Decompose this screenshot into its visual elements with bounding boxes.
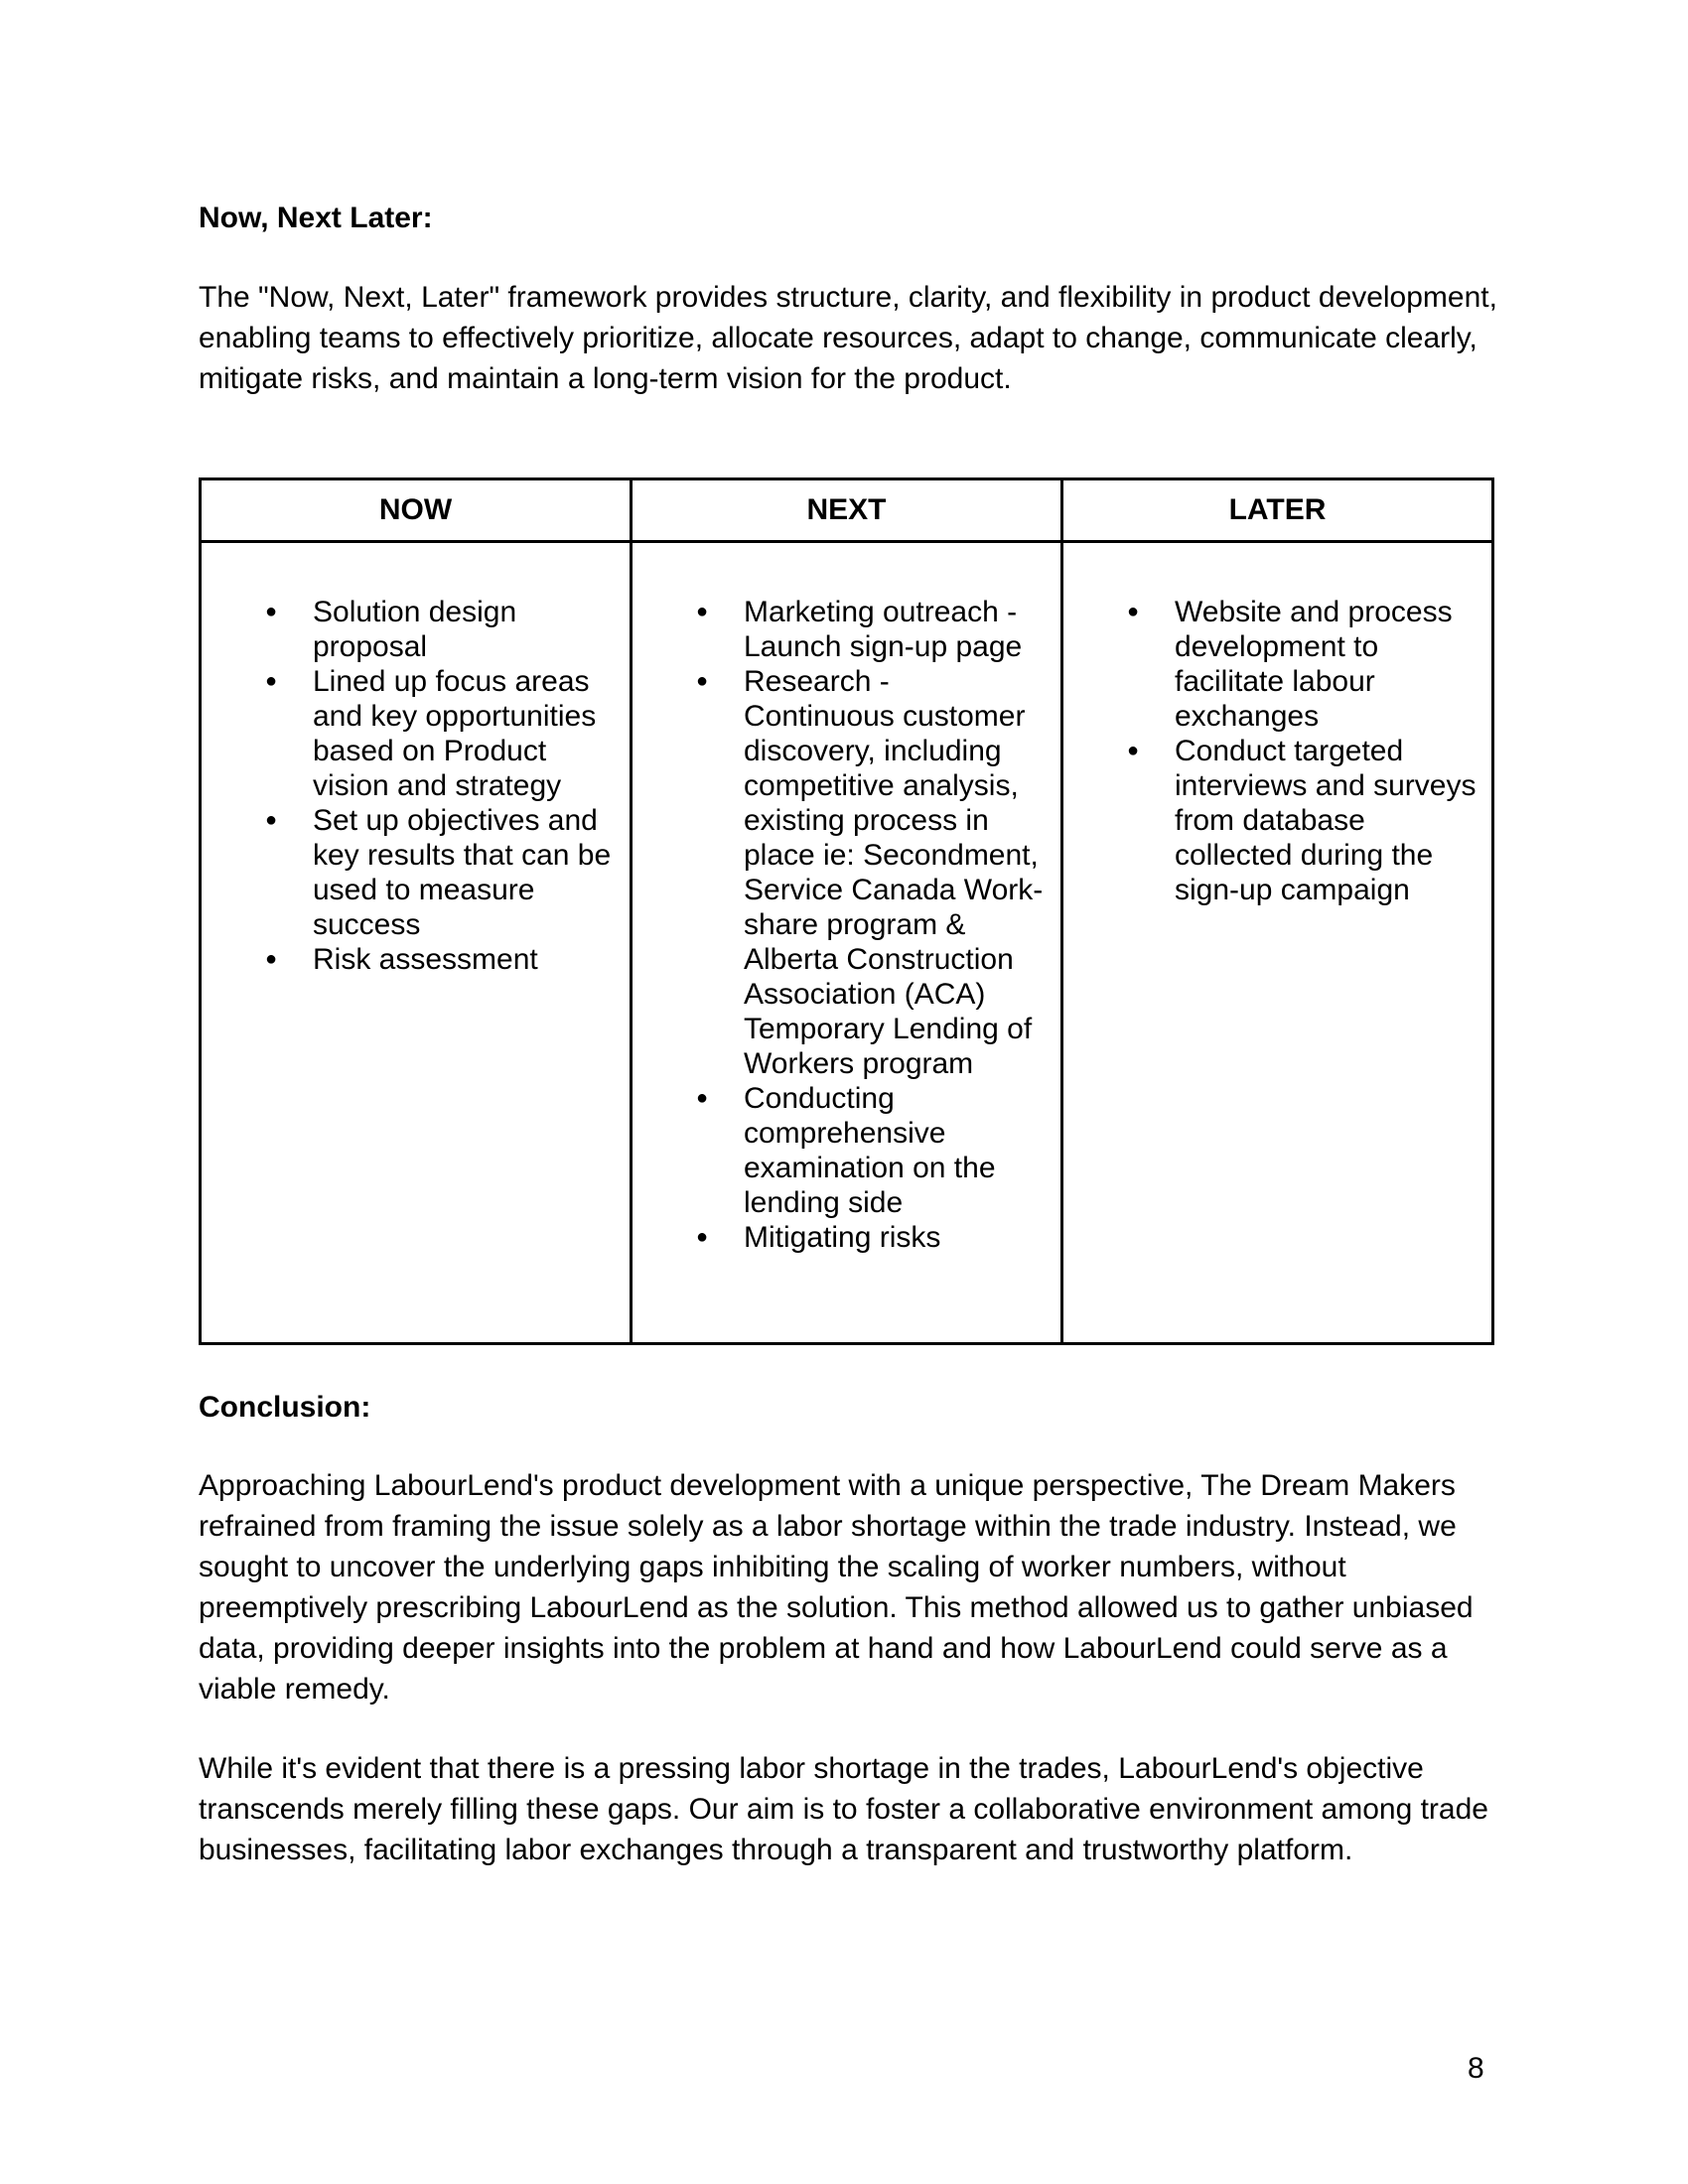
list-item: ● Risk assessment [313,942,616,977]
list-item: ● Research - Continuous customer discovery, including competitive analysis, existing process in place ie: Secondment, Service Canada Work-share program & Alberta Construction Association (ACA) Temporary Lending of Workers program [744,664,1047,1081]
column-header-next: NEXT [632,479,1062,542]
section-heading-conclusion: Conclusion: [199,1391,371,1424]
next-cell [632,542,1062,1344]
list-item: ● Mitigating risks [744,1220,1047,1255]
now-list [202,595,616,977]
list-item: ● Marketing outreach - Launch sign-up page [744,595,1047,664]
list-item: ● Solution design proposal [313,595,616,664]
later-list [1063,595,1477,907]
list-item: ● Website and process development to facilitate labour exchanges [1175,595,1477,734]
later-cell [1062,542,1493,1344]
now-next-later-table [199,478,1494,1345]
conclusion-paragraph-1: Approaching LabourLend's product development with a unique perspective, The Dream Makers refrained from framing the issue solely as a labor shortage within the trade industry. Instead, we sought to uncover the underlying gaps inhibiting the scaling of worker numbers, without preemptively prescribing LabourLend as the solution. This method allowed us to gather unbiased data, providing deeper insights into the problem at hand and how LabourLend could serve as a viable remedy. [199,1469,1474,1706]
section-heading-now-next-later: Now, Next Later: [199,202,433,234]
list-item: ● Conducting comprehensive examination on the lending side [744,1081,1047,1220]
list-item: ● Lined up focus areas and key opportunities based on Product vision and strategy [313,664,616,803]
column-header-later: LATER [1062,479,1493,542]
conclusion-paragraph-2: While it's evident that there is a pressing labor shortage in the trades, LabourLend's objective transcends merely filling these gaps. Our aim is to foster a collaborative environment among trade businesses, facilitating labor exchanges through a transparent and trustworthy platform. [199,1752,1488,1866]
column-header-now: NOW [201,479,632,542]
page-number: 8 [1468,2052,1484,2085]
table-header-row [201,479,1493,542]
list-item: ● Set up objectives and key results that can be used to measure success [313,803,616,942]
framework-intro-paragraph: The "Now, Next, Later" framework provides structure, clarity, and flexibility in product development, enabling teams to effectively prioritize, allocate resources, adapt to change, communicate clearly, mitigate risks, and maintain a long-term vision for the product. [199,281,1497,395]
table-body-row [201,542,1493,1344]
now-cell [201,542,632,1344]
next-list [633,595,1047,1255]
list-item: ● Conduct targeted interviews and surveys from database collected during the sign-up campaign [1175,734,1477,907]
